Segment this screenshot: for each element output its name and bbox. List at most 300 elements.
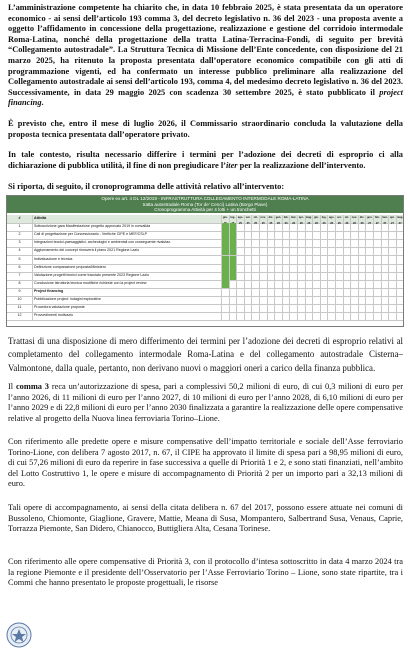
gantt-cell <box>305 304 313 312</box>
gantt-cell <box>343 247 351 255</box>
gantt-cell <box>388 223 396 231</box>
gantt-cell <box>327 264 335 272</box>
gantt-cell <box>267 256 275 264</box>
gantt-cell <box>229 296 237 304</box>
gantt-cell <box>259 247 267 255</box>
gantt-cell <box>297 256 305 264</box>
gantt-period-label: mag-26 <box>305 216 312 225</box>
gantt-cell <box>358 304 366 312</box>
gantt-period-label: apr-26 <box>298 216 304 225</box>
gantt-cell <box>221 272 229 280</box>
gantt-cell <box>289 247 297 255</box>
gantt-cell <box>282 280 290 288</box>
gantt-cell <box>251 312 259 320</box>
gantt-cell <box>229 223 237 231</box>
postponement-text: Trattasi di una disposizione di mero differimento dei termini per l’adozione dei decreti di esproprio relativi al completamento del collegamento intermodale Roma-Latina e del collegamento autostradale Cisterna–Valmontone, dalla quale, pertanto, non derivano nuovi o maggiori oneri a carico della finanza pubblica. <box>8 336 403 373</box>
gantt-cell <box>335 288 343 296</box>
gantt-cell <box>396 312 404 320</box>
gantt-cell <box>320 304 328 312</box>
gantt-cell <box>251 296 259 304</box>
gantt-cell <box>396 272 404 280</box>
gantt-cell <box>373 288 381 296</box>
gantt-activity: Call di progettazione per Concessionario - Verifiche CIPE e MEF/CSLP <box>34 232 148 237</box>
context-iter: iter <box>225 160 238 170</box>
gantt-cell <box>282 304 290 312</box>
gantt-cell <box>274 272 282 280</box>
gantt-cell <box>396 288 404 296</box>
gantt-cell <box>282 247 290 255</box>
gantt-period-label: ago-26 <box>328 216 335 225</box>
gantt-cell <box>244 296 252 304</box>
gantt-cell <box>381 288 389 296</box>
gantt-cell <box>327 288 335 296</box>
gantt-cell <box>251 231 259 239</box>
gantt-cell <box>289 256 297 264</box>
gantt-cell <box>388 312 396 320</box>
gantt-title-line2: tratta autostradale Roma (Tor de' Cenci) Latina (Borgo Piave) <box>142 201 268 207</box>
gantt-title-line1: Opere ex art. 4 DL 12/2019 - INFRASTRUTTURA COLLEGAMENTO INTERMODALE ROMA-LATINA <box>101 196 309 201</box>
gantt-cell <box>267 264 275 272</box>
gantt-cell <box>297 272 305 280</box>
gantt-row-number: 3 <box>7 239 33 247</box>
gantt-cell <box>289 272 297 280</box>
gantt-cell <box>274 223 282 231</box>
context-text-end: per la realizzazione dell’intervento. <box>237 160 366 170</box>
gantt-cell <box>297 296 305 304</box>
gantt-cell <box>221 231 229 239</box>
gantt-cell <box>327 272 335 280</box>
gantt-activity: Conclusione istruttoria tecnica modifiche richieste con la project review <box>34 280 147 285</box>
gantt-cell <box>381 304 389 312</box>
gantt-cell <box>251 288 259 296</box>
gantt-cell <box>365 223 373 231</box>
gantt-cell <box>289 239 297 247</box>
gantt-cell <box>259 231 267 239</box>
gantt-cell <box>259 280 267 288</box>
gantt-cell <box>221 312 229 320</box>
gantt-cell <box>350 304 358 312</box>
gantt-cell <box>244 304 252 312</box>
gantt-cell <box>365 312 373 320</box>
gantt-cell <box>282 223 290 231</box>
gantt-period-label: gen-27 <box>366 216 373 225</box>
gantt-period-label: ott-25 <box>251 215 259 223</box>
gantt-cell <box>267 288 275 296</box>
paragraph-cipe <box>8 437 403 490</box>
paragraph-comma3 <box>8 382 403 424</box>
gantt-cell <box>274 256 282 264</box>
gantt-cell <box>396 239 404 247</box>
gantt-cell <box>373 223 381 231</box>
gantt-cell <box>274 280 282 288</box>
gantt-cell <box>312 288 320 296</box>
gantt-period-label: set-26 <box>336 216 342 225</box>
gantt-cell <box>388 247 396 255</box>
gantt-cell <box>312 264 320 272</box>
gantt-cell <box>259 256 267 264</box>
gantt-cell <box>297 312 305 320</box>
gantt-cell <box>229 239 237 247</box>
gantt-cell <box>343 223 351 231</box>
gantt-activity: Procedura valutazione proposte <box>34 305 85 310</box>
gantt-cell <box>388 264 396 272</box>
gantt-cell <box>350 288 358 296</box>
gantt-cell <box>305 247 313 255</box>
gantt-row-number: 7 <box>7 272 33 280</box>
gantt-cell <box>343 264 351 272</box>
gantt-period-label: ago-25 <box>237 216 244 225</box>
gantt-cell <box>259 264 267 272</box>
gantt-period-label: nov-25 <box>260 216 267 225</box>
comma3-label: comma 3 <box>15 382 49 391</box>
gantt-cell <box>244 223 252 231</box>
comma3-text: reca un’autorizzazione di spesa, pari a complessivi 50,2 milioni di euro, di cui 0,3 milioni di euro per l’anno 2026, di 11 milioni di euro per l’anno 2027, di 10 milioni di euro per l’anno 2028, di 6,10 milioni di euro per l’anno 2029 e di 22,8 milioni di euro per l’anno 2030 finalizzata a garantire la realizzazione delle opere compensative relative al progetto della Nuova linea ferroviaria Torino–Lione. <box>8 382 403 423</box>
gantt-cell <box>289 264 297 272</box>
cipe-text: Con riferimento alle predette opere e misure compensative dell’impatto territoriale e sociale dell’Asse ferroviario Torino-Lione, con delibera 7 agosto 2017, n. 67, il CIPE ha approvato il limite di spesa pari a 98,95 milioni di euro, di cui 57,26 milioni di euro da reperire in fase successiva a quelle di Priorità 1 e 2, e sono stati finanziati, nell’ambito del Lotto Costruttivo 1, le opere e misure di accompagnamento di Priorità 2 per un importo pari a 32,13 milioni di euro. <box>8 437 403 489</box>
gantt-row-number: 1 <box>7 223 33 231</box>
gantt-cell <box>373 296 381 304</box>
gantt-row-number: # <box>7 215 33 223</box>
gantt-period-label: apr-27 <box>390 216 395 225</box>
gantt-cell <box>289 288 297 296</box>
gantt-cell <box>327 247 335 255</box>
gantt-cell <box>305 256 313 264</box>
gantt-cell <box>274 231 282 239</box>
gantt-cell <box>365 239 373 247</box>
gantt-cell <box>327 231 335 239</box>
gantt-cell <box>297 264 305 272</box>
gantt-cell <box>335 247 343 255</box>
gantt-cell <box>244 264 252 272</box>
gantt-row-number: 8 <box>7 280 33 288</box>
gantt-cell <box>267 312 275 320</box>
gantt-activity: Individuazione e tecnica <box>34 256 73 261</box>
gantt-period-label: dic-26 <box>359 216 365 225</box>
gantt-cell <box>335 239 343 247</box>
gantt-activity: Definizione comparazione proposta/Ministero <box>34 264 106 269</box>
gantt-period-label: giu-26 <box>314 216 319 225</box>
gantt-period-label: lug-26 <box>321 216 327 225</box>
proposal-segment: project financing <box>8 87 403 108</box>
gantt-row-number: 10 <box>7 296 33 304</box>
gantt-cell <box>267 239 275 247</box>
gantt-cell <box>274 304 282 312</box>
gantt-cell <box>396 231 404 239</box>
gantt-cell <box>259 288 267 296</box>
gantt-cell <box>358 239 366 247</box>
gantt-cell <box>365 231 373 239</box>
paragraph-postponement <box>8 335 403 375</box>
gantt-cell <box>350 239 358 247</box>
gantt-cell <box>350 296 358 304</box>
gantt-cell <box>335 280 343 288</box>
gantt-cell <box>244 231 252 239</box>
gantt-title-line3: Cronoprogramma Attività per 4 lotti + un tronchetti <box>154 207 256 213</box>
gantt-cell <box>305 231 313 239</box>
gantt-cell <box>343 304 351 312</box>
gantt-period-label: lug- <box>229 215 237 223</box>
gantt-cell <box>244 272 252 280</box>
gantt-cell <box>320 223 328 231</box>
gantt-cell <box>267 296 275 304</box>
gantt-cell <box>335 296 343 304</box>
gantt-cell <box>365 264 373 272</box>
gantt-cell <box>251 264 259 272</box>
gantt-cell <box>236 231 244 239</box>
gantt-cell <box>267 247 275 255</box>
gantt-cell <box>327 296 335 304</box>
gantt-cell <box>320 231 328 239</box>
gantt-cell <box>335 304 343 312</box>
gantt-cell <box>335 272 343 280</box>
gantt-period-label: ott-26 <box>343 215 351 223</box>
gantt-activity: Project financing <box>34 288 64 293</box>
gantt-cell <box>373 280 381 288</box>
gantt-cell <box>358 256 366 264</box>
gantt-cell <box>388 239 396 247</box>
paragraph-context <box>8 150 403 171</box>
gantt-cell <box>327 304 335 312</box>
gantt-cell <box>343 288 351 296</box>
gantt-cell <box>259 312 267 320</box>
gantt-cell <box>358 312 366 320</box>
gantt-cell <box>274 288 282 296</box>
gantt-cell <box>335 231 343 239</box>
gantt-cell <box>335 264 343 272</box>
gantt-cell <box>312 280 320 288</box>
gantt-cell <box>327 239 335 247</box>
gantt-cell <box>305 272 313 280</box>
gantt-cell <box>297 247 305 255</box>
gantt-activity: Provvedimenti motivazio <box>34 313 73 318</box>
gantt-activity: Valutazione progetti tecnici come tracciato presente 2023 Regione Lazio <box>34 272 150 277</box>
gantt-cell <box>396 256 404 264</box>
gantt-row-number: 2 <box>7 231 33 239</box>
gantt-cell <box>229 288 237 296</box>
gantt-cell <box>388 280 396 288</box>
gantt-cell <box>229 231 237 239</box>
gantt-period-label: dic-25 <box>268 216 274 225</box>
gantt-cell <box>221 256 229 264</box>
gantt-period-label: gen-26 <box>275 216 282 225</box>
gantt-cell <box>259 304 267 312</box>
gantt-cell <box>358 247 366 255</box>
gantt-cell <box>282 239 290 247</box>
gantt-cell <box>373 272 381 280</box>
municipalities-text: Tali opere di accompagnamento, ai sensi della citata delibera n. 67 del 2017, possono essere attuate nei comuni di Bussoleno, Chiomonte, Giaglione, Gravere, Mattie, Meana di Susa, Mompantero, Salbertrand Susa, Venaus, Caprie, Torrazza Piemonte, San Didero, Chianocco, Buttigliera Alta, Cesana Torinese. <box>8 503 403 534</box>
gantt-cell <box>282 256 290 264</box>
gantt-row-number: 9 <box>7 288 33 296</box>
gantt-cell <box>320 256 328 264</box>
gantt-cell <box>267 280 275 288</box>
gantt-cell <box>221 264 229 272</box>
gantt-cell <box>221 223 229 231</box>
gantt-cell <box>373 256 381 264</box>
gantt-cell <box>282 288 290 296</box>
gantt-cell <box>320 272 328 280</box>
gantt-activity: Integrazioni tecnici-paesaggistici, archeologici e ambientali con conseguente rivalutaz. <box>34 240 172 245</box>
gantt-cell <box>320 280 328 288</box>
gantt-cell <box>350 272 358 280</box>
gantt-cell <box>312 272 320 280</box>
paragraph-municipalities <box>8 503 403 535</box>
gantt-cell <box>350 247 358 255</box>
gantt-cell <box>396 304 404 312</box>
gantt-period-label: feb-27 <box>374 216 380 225</box>
gantt-cell <box>289 312 297 320</box>
gantt-cell <box>305 312 313 320</box>
gantt-cell <box>236 256 244 264</box>
gantt-cell <box>229 256 237 264</box>
gantt-cell <box>312 247 320 255</box>
gantt-cell <box>236 312 244 320</box>
gantt-cell <box>365 272 373 280</box>
gantt-period-label: mar-26 <box>290 216 297 225</box>
gantt-cell <box>358 272 366 280</box>
gantt-cell <box>320 288 328 296</box>
gantt-cell <box>320 247 328 255</box>
gantt-cell <box>343 272 351 280</box>
gantt-cell <box>388 272 396 280</box>
gantt-cell <box>267 231 275 239</box>
gantt-cell <box>312 231 320 239</box>
gantt-row <box>7 312 403 321</box>
gantt-cell <box>251 256 259 264</box>
gantt-cell <box>388 296 396 304</box>
gantt-cell <box>388 231 396 239</box>
gantt-cell <box>381 312 389 320</box>
gantt-cell <box>388 288 396 296</box>
gantt-cell <box>396 264 404 272</box>
gantt-cell <box>305 296 313 304</box>
gantt-cell <box>358 264 366 272</box>
gantt-cell <box>251 280 259 288</box>
gantt-grid <box>7 215 403 326</box>
gantt-cell <box>350 256 358 264</box>
gantt-chart-image <box>6 195 404 327</box>
gantt-cell <box>343 231 351 239</box>
gantt-cell <box>358 231 366 239</box>
gantt-cell <box>289 296 297 304</box>
gantt-cell <box>312 296 320 304</box>
gantt-cell <box>381 231 389 239</box>
gantt-cell <box>312 239 320 247</box>
gantt-cell <box>335 223 343 231</box>
gantt-cell <box>373 264 381 272</box>
gantt-cell <box>282 272 290 280</box>
gantt-cell <box>373 231 381 239</box>
gantt-cell <box>320 296 328 304</box>
gantt-cell <box>297 239 305 247</box>
evaluation-text: È previsto che, entro il mese di luglio 2026, il Commissario straordinario concluda la valutazione della proposta tecnica presentata dall’operatore privato. <box>8 119 403 139</box>
gantt-cell <box>221 247 229 255</box>
gantt-cell <box>251 239 259 247</box>
schedule-intro-text: Si riporta, di seguito, il cronoprogramma delle attività relativo all’intervento: <box>8 182 285 191</box>
gantt-cell <box>305 223 313 231</box>
seal-icon <box>6 622 32 648</box>
gantt-cell <box>221 280 229 288</box>
gantt-cell <box>373 247 381 255</box>
comma3-prefix: Il <box>8 382 16 391</box>
gantt-cell <box>229 304 237 312</box>
gantt-cell <box>320 239 328 247</box>
gantt-activity: Sottoscrizione gara Manifestazione progetto approvato 2019 in convalida <box>34 224 151 229</box>
priority3-text: Con riferimento alle opere compensative di Priorità 3, con il protocollo d’intesa sottoscritto in data 4 marzo 2024 tra la regione Piemonte e il presidente dell’Osservatorio per l’Asse Ferroviario Torino – Lione, sono state ripartite, tra i Commi che hanno presentato le proposte progettuali, le risorse <box>8 557 403 588</box>
gantt-cell <box>358 280 366 288</box>
gantt-cell <box>251 223 259 231</box>
gantt-cell <box>274 239 282 247</box>
gantt-cell <box>327 223 335 231</box>
gantt-cell <box>236 239 244 247</box>
gantt-cell <box>244 288 252 296</box>
gantt-cell <box>251 272 259 280</box>
gantt-cell <box>350 312 358 320</box>
gantt-cell <box>373 304 381 312</box>
gantt-cell <box>251 247 259 255</box>
gantt-cell <box>229 312 237 320</box>
proposal-segment: L’amministrazione competente ha chiarito che, in data 10 febbraio 2025, è stata presentata da un operatore economico - ai sensi dell’articolo 193 comma 3, del decreto legislativo n. 36 del 2023 - una proposta avente a oggetto l’affidamento in concessione della progettazione, realizzazione e gestione del corridoio intermodale Roma-Latina, nonché della progettazione della tratta Latina-Terracina-Fondi, di seguito per brevità “Collegamento autostradale”. <box>8 3 403 55</box>
gantt-cell <box>365 288 373 296</box>
gantt-cell <box>365 280 373 288</box>
gantt-cell <box>388 304 396 312</box>
gantt-cell <box>282 296 290 304</box>
gantt-period-label: feb-26 <box>283 216 289 225</box>
gantt-cell <box>297 304 305 312</box>
gantt-cell <box>305 288 313 296</box>
gantt-cell <box>358 223 366 231</box>
gantt-cell <box>396 280 404 288</box>
gantt-cell <box>365 247 373 255</box>
gantt-cell <box>274 296 282 304</box>
proposal-segment: . <box>41 98 44 108</box>
gantt-cell <box>229 264 237 272</box>
paragraph-priority3 <box>8 557 403 589</box>
gantt-cell <box>236 272 244 280</box>
gantt-cell <box>274 264 282 272</box>
gantt-cell <box>381 256 389 264</box>
gantt-cell <box>343 296 351 304</box>
gantt-period-label: giu- <box>221 215 229 223</box>
context-text: In tale contesto, risulta necessario differire i termini per l’adozione dei decreti di esproprio ci alla dichiarazione di pubblica utilità, il fine di non pregiudicare l’ <box>8 150 403 170</box>
paragraph-proposal <box>8 3 403 109</box>
gantt-cell <box>282 231 290 239</box>
paragraph-schedule-intro <box>8 182 403 193</box>
gantt-cell <box>320 264 328 272</box>
gantt-cell <box>289 304 297 312</box>
gantt-cell <box>381 280 389 288</box>
gantt-cell <box>244 312 252 320</box>
gantt-cell <box>282 312 290 320</box>
gantt-cell <box>297 231 305 239</box>
proposal-segment: La Struttura Tecnica di Missione dell’Ente concedente, con disposizione del 21 marzo 2025, ha ritenuto la proposta presentata dall’operatore economico compatibile con gli atti di programmazione vigenti, ed ha confermato un interesse pubblico preliminare alla realizzazione del Collegamento autostradale ai sensi dell’articolo 193, comma 4, del medesimo decreto legislativo n. 36 del 2023. Successivamente, in data 29 maggio 2025 con scadenza 30 settembre 2025, è stato pubblicato il <box>8 45 403 97</box>
gantt-cell <box>267 304 275 312</box>
gantt-row-number: 5 <box>7 256 33 264</box>
gantt-cell <box>343 239 351 247</box>
gantt-cell <box>305 239 313 247</box>
gantt-cell <box>244 239 252 247</box>
gantt-activity: Pubblicazione project: indagini esplorative <box>34 297 101 301</box>
gantt-cell <box>365 304 373 312</box>
gantt-cell <box>343 256 351 264</box>
gantt-cell <box>221 288 229 296</box>
gantt-cell <box>267 223 275 231</box>
gantt-period-label: mar-27 <box>382 216 388 225</box>
gantt-cell <box>229 247 237 255</box>
gantt-cell <box>312 256 320 264</box>
gantt-cell <box>312 304 320 312</box>
gantt-cell <box>221 239 229 247</box>
gantt-cell <box>350 223 358 231</box>
